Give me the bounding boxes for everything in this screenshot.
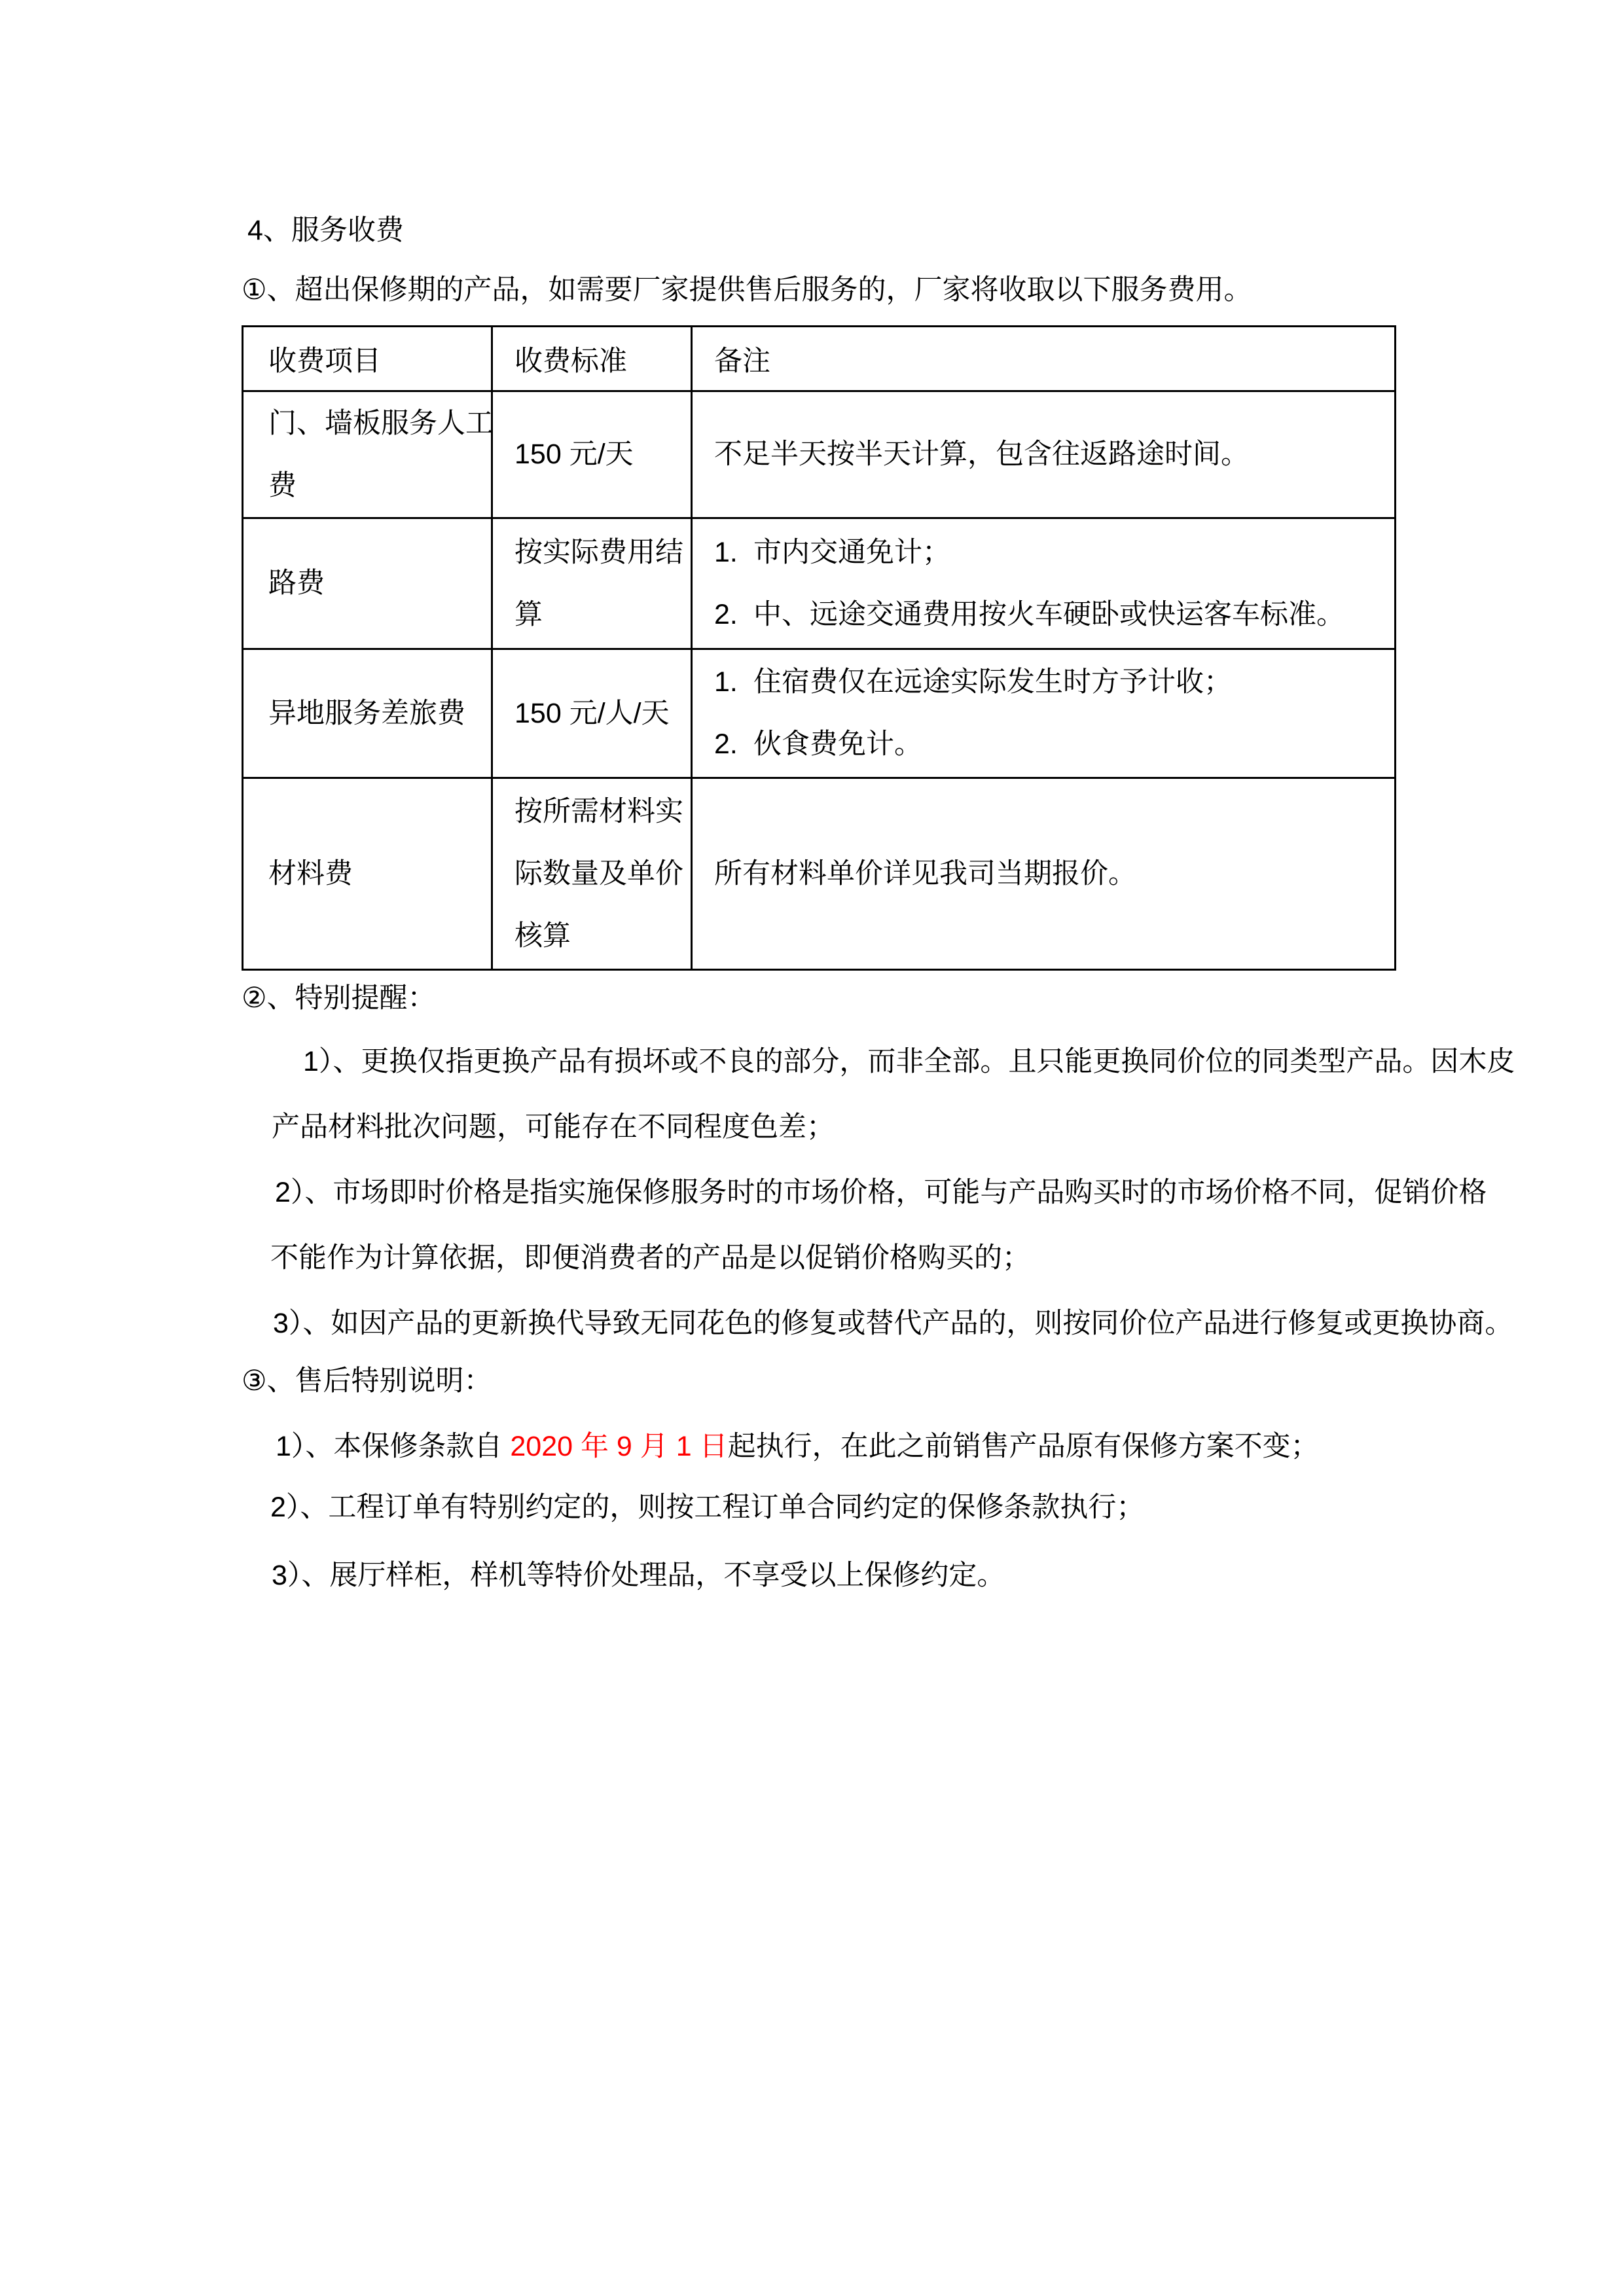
cell-item [243,518,492,649]
table-row-labor-fee [243,391,1396,518]
cell-remark [692,649,1396,778]
cell-item-line: 异地服务差旅费 [268,697,465,729]
effective-date: 2020 年 9 月 1 日 [510,1431,728,1462]
cell-item [243,391,492,518]
cell-remark-line: 所有材料单价详见我司当期报价。 [714,857,1136,889]
special-notes-title: ②、特别提醒： [242,982,436,1014]
cell-standard-line: 按实际费用结 [514,536,683,568]
after-sales-item-1-prefix: 1）、本保修条款自 [276,1431,511,1462]
table-row-travel-fee [243,518,1396,649]
cell-remark [692,778,1396,970]
remark-list-item [714,713,1388,776]
special-note-3: 3）、如因产品的更新换代导致无同花色的修复或替代产品的，则按同价位产品进行修复或更换协商。 [273,1308,1513,1339]
list-number: 1. [714,536,738,568]
fee-table-header-row [243,327,1396,391]
list-text: 伙食费免计。 [753,728,922,760]
remark-list-item [714,584,1388,646]
cell-standard-line: 际数量及单价 [514,857,683,889]
header-cell-item: 收费项目 [243,327,492,391]
after-sales-title: ③、售后特别说明： [242,1365,492,1397]
cell-remark [692,518,1396,649]
cell-item [243,649,492,778]
cell-item-line: 门、墙板服务人工 [268,407,494,439]
table-row-offsite-fee [243,649,1396,778]
cell-standard [492,518,692,649]
cell-item-line: 费 [268,469,297,501]
after-sales-item-2: 2）、工程订单有特别约定的，则按工程订单合同约定的保修条款执行； [270,1492,1145,1523]
list-number: 2. [714,728,738,760]
cell-standard [492,778,692,970]
special-note-2-line-1: 2）、市场即时价格是指实施保修服务时的市场价格，可能与产品购买时的市场价格不同，促销价格 [275,1177,1487,1208]
special-note-1-line-2: 产品材料批次问题，可能存在不同程度色差； [272,1111,835,1143]
special-note-1-line-1: 1）、更换仅指更换产品有损坏或不良的部分，而非全部。且只能更换同价位的同类型产品。因木皮 [303,1046,1515,1077]
cell-standard [492,649,692,778]
remark-list-item [714,651,1388,713]
cell-standard-line: 核算 [514,920,571,952]
cell-standard-line: 按所需材料实 [514,795,683,827]
header-cell-remark: 备注 [692,327,1396,391]
list-text: 住宿费仅在远途实际发生时方予计收； [753,666,1232,698]
list-text: 市内交通免计； [753,536,950,568]
cell-item-line: 路费 [268,567,325,599]
table-row-material-fee [243,778,1396,970]
cell-remark-line: 不足半天按半天计算，包含往返路途时间。 [714,439,1249,470]
fee-table [242,325,1396,971]
cell-item-line: 材料费 [268,857,353,889]
after-sales-item-1 [276,1427,1319,1466]
list-text: 中、远途交通费用按火车硬卧或快运客车标准。 [753,598,1344,630]
section-heading: 4、服务收费 [247,215,404,246]
special-note-2-line-2: 不能作为计算依据，即便消费者的产品是以促销价格购买的； [270,1242,1030,1274]
intro-paragraph: ①、超出保修期的产品，如需要厂家提供售后服务的，厂家将收取以下服务费用。 [242,274,1252,306]
list-number: 2. [714,598,738,630]
cell-standard-line: 150 元/天 [514,439,634,470]
cell-item [243,778,492,970]
cell-standard-line: 算 [514,598,543,630]
after-sales-item-3: 3）、展厅样柜，样机等特价处理品，不享受以上保修约定。 [272,1560,1005,1591]
cell-standard-line: 150 元/人/天 [514,697,670,729]
cell-remark [692,391,1396,518]
list-number: 1. [714,666,738,698]
remark-list-item [714,522,1388,584]
after-sales-item-1-suffix: 起执行，在此之前销售产品原有保修方案不变； [727,1431,1319,1462]
header-cell-standard: 收费标准 [492,327,692,391]
cell-standard [492,391,692,518]
